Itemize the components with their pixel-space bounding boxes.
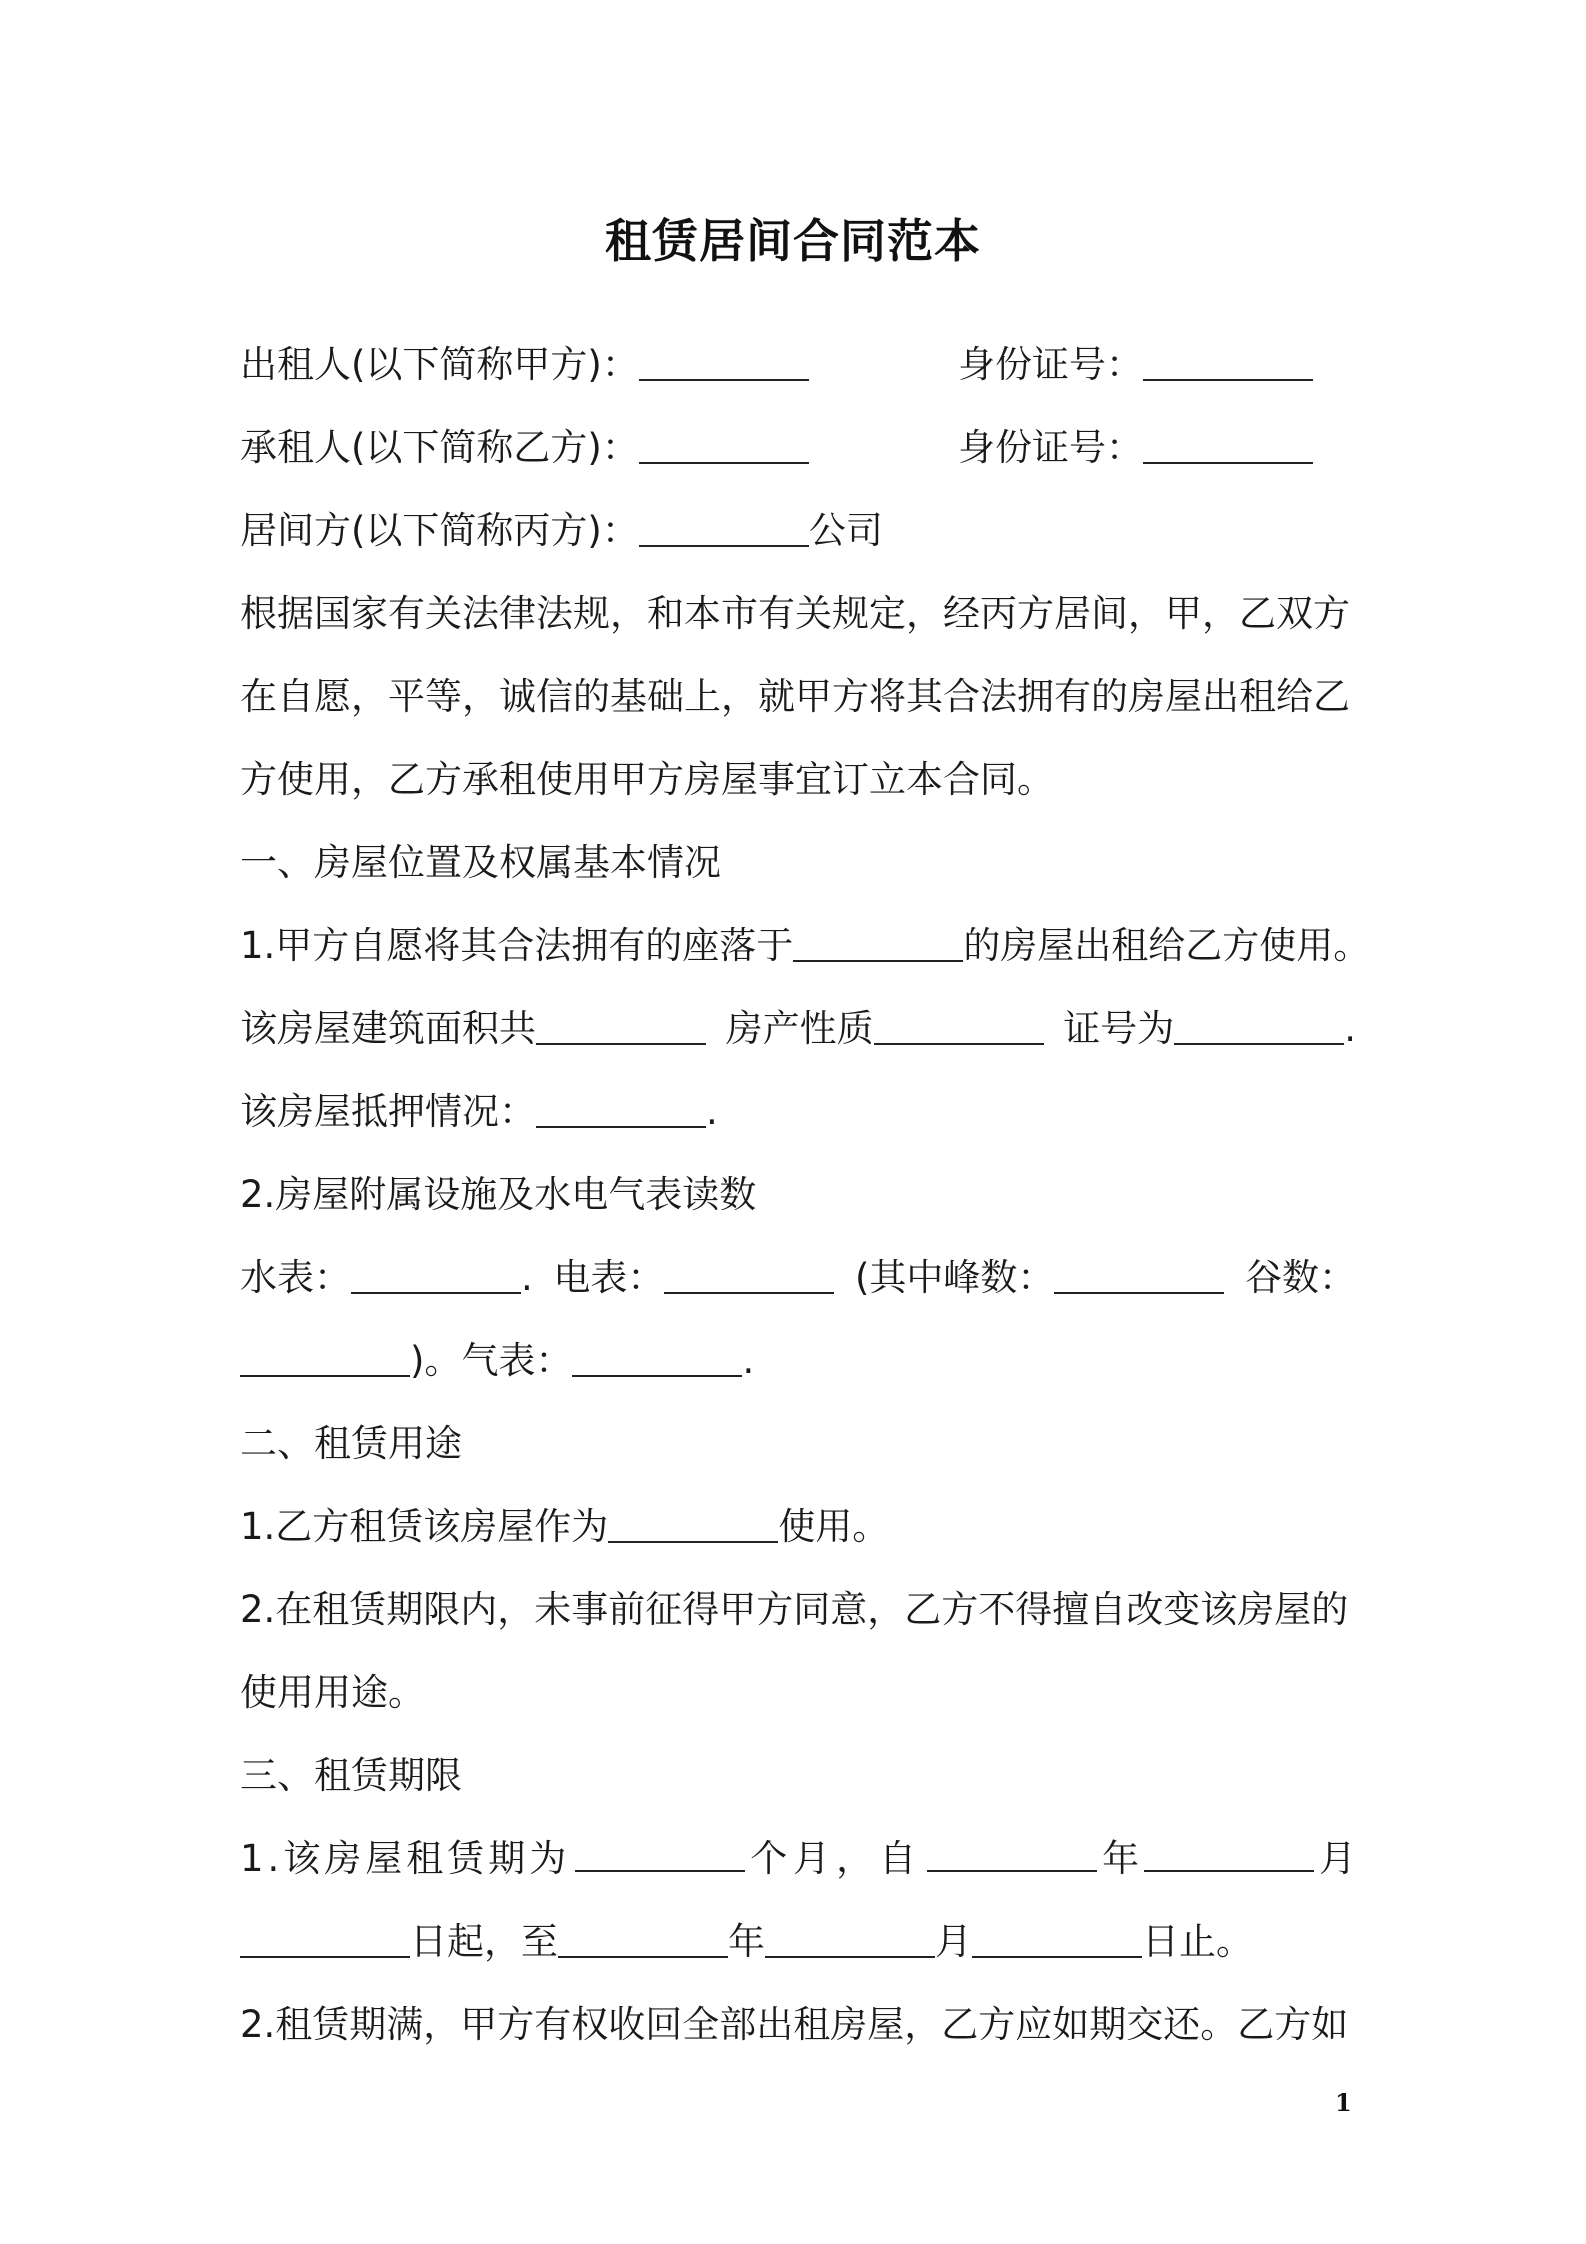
page-number: 1 <box>1335 2088 1352 2117</box>
peak-label: (其中峰数： <box>854 1256 1055 1299</box>
cert-blank[interactable] <box>1174 1007 1344 1045</box>
broker-blank[interactable] <box>639 509 809 547</box>
lessee-id-line <box>958 423 1313 473</box>
section3-heading: 三、租赁期限 <box>240 1754 462 1797</box>
preamble-line-1: 根据国家有关法律法规，和本市有关规定，经丙方居间，甲，乙双方 <box>240 592 1350 635</box>
valley-label: 谷数： <box>1244 1256 1356 1299</box>
section2-item1 <box>240 1502 889 1552</box>
meter-line-2: )。气表： . <box>240 1336 754 1386</box>
mortgage-line: 该房屋抵押情况： . <box>240 1090 718 1133</box>
area-blank[interactable] <box>536 1007 706 1045</box>
valley-blank[interactable] <box>240 1339 410 1377</box>
start-year-label: 年 <box>1102 1837 1140 1880</box>
start-month-blank[interactable] <box>1144 1834 1314 1872</box>
start-year-blank[interactable] <box>927 1834 1097 1872</box>
company-suffix: 公司 <box>808 509 883 552</box>
area-line <box>240 1004 1356 1054</box>
peak-blank[interactable] <box>1054 1256 1224 1294</box>
elec-label: 电表： <box>553 1256 665 1299</box>
term-label: 1.该房屋租赁期为 <box>240 1837 571 1880</box>
preamble-line-2: 在自愿，平等，诚信的基础上，就甲方将其合法拥有的房屋出租给乙 <box>240 675 1350 718</box>
day-start-label: 日起，至 <box>410 1920 558 1963</box>
location-suffix: 的房屋出租给乙方使用。 <box>963 924 1371 967</box>
mortgage-label: 该房屋抵押情况： <box>240 1090 536 1133</box>
start-month-label: 月 <box>1318 1837 1356 1880</box>
section2-heading: 二、租赁用途 <box>240 1422 462 1465</box>
property-group <box>726 1004 1044 1054</box>
lessor-id-blank[interactable] <box>1143 343 1313 381</box>
property-blank[interactable] <box>874 1007 1044 1045</box>
lessor-label: 出租人(以下简称甲方)： <box>240 343 639 386</box>
section2-item2-line2: 使用用途。 <box>240 1671 425 1714</box>
area-group <box>240 1004 706 1054</box>
months-from: 个月，自 <box>750 1837 923 1880</box>
broker-label: 居间方(以下简称丙方)： <box>240 509 639 552</box>
usage-suffix: 使用。 <box>778 1505 890 1548</box>
section1-item1 <box>240 921 1370 971</box>
end-month-blank[interactable] <box>765 1920 935 1958</box>
start-day-blank[interactable] <box>240 1920 410 1958</box>
term-line-1 <box>240 1834 1356 1884</box>
document-title: 租赁居间合同范本 <box>605 214 981 268</box>
usage-blank[interactable] <box>608 1505 778 1543</box>
term-months-blank[interactable] <box>575 1834 745 1872</box>
lessor-blank[interactable] <box>639 343 809 381</box>
meter-line <box>240 1253 1356 1303</box>
lessee-id-blank[interactable] <box>1143 426 1313 464</box>
area-label: 该房屋建筑面积共 <box>240 1007 536 1050</box>
section1-heading: 一、房屋位置及权属基本情况 <box>240 841 721 884</box>
lessee-id-label: 身份证号： <box>958 426 1143 469</box>
preamble-line-3: 方使用，乙方承租使用甲方房屋事宜订立本合同。 <box>240 758 1054 801</box>
end-month-label: 月 <box>935 1920 972 1963</box>
broker-line <box>240 506 883 556</box>
lessee-label: 承租人(以下简称乙方)： <box>240 426 639 469</box>
mortgage-blank[interactable] <box>536 1090 706 1128</box>
end-year-blank[interactable] <box>558 1920 728 1958</box>
lessee-line <box>240 423 809 473</box>
location-label: 1.甲方自愿将其合法拥有的座落于 <box>240 924 794 967</box>
end-day-blank[interactable] <box>972 1920 1142 1958</box>
section3-item2-line1: 2.租赁期满，甲方有权收回全部出租房屋，乙方应如期交还。乙方如 <box>240 2003 1349 2046</box>
peak-group <box>855 1253 1224 1303</box>
section1-item2: 2.房屋附属设施及水电气表读数 <box>240 1173 757 1216</box>
elec-group <box>553 1253 834 1303</box>
property-label: 房产性质 <box>725 1007 874 1050</box>
lessor-id-label: 身份证号： <box>958 343 1143 386</box>
day-end-label: 日止。 <box>1142 1920 1253 1963</box>
gas-label: 气表： <box>461 1339 573 1382</box>
lessor-id-line <box>958 340 1313 390</box>
end-year-label: 年 <box>728 1920 765 1963</box>
cert-group: 证号为 . <box>1063 1007 1356 1050</box>
water-label: 水表： <box>240 1256 351 1299</box>
lessor-line <box>240 340 809 390</box>
elec-blank[interactable] <box>664 1256 834 1294</box>
section2-item2-line1: 2.在租赁期限内，未事前征得甲方同意，乙方不得擅自改变该房屋的 <box>240 1588 1349 1631</box>
cert-label: 证号为 <box>1063 1007 1175 1050</box>
lessee-blank[interactable] <box>639 426 809 464</box>
water-blank[interactable] <box>351 1256 521 1294</box>
usage-label: 1.乙方租赁该房屋作为 <box>240 1505 609 1548</box>
water-group: 水表： . <box>240 1256 533 1299</box>
location-blank[interactable] <box>793 924 963 962</box>
gas-blank[interactable] <box>572 1339 742 1377</box>
term-line-2 <box>240 1917 1253 1967</box>
